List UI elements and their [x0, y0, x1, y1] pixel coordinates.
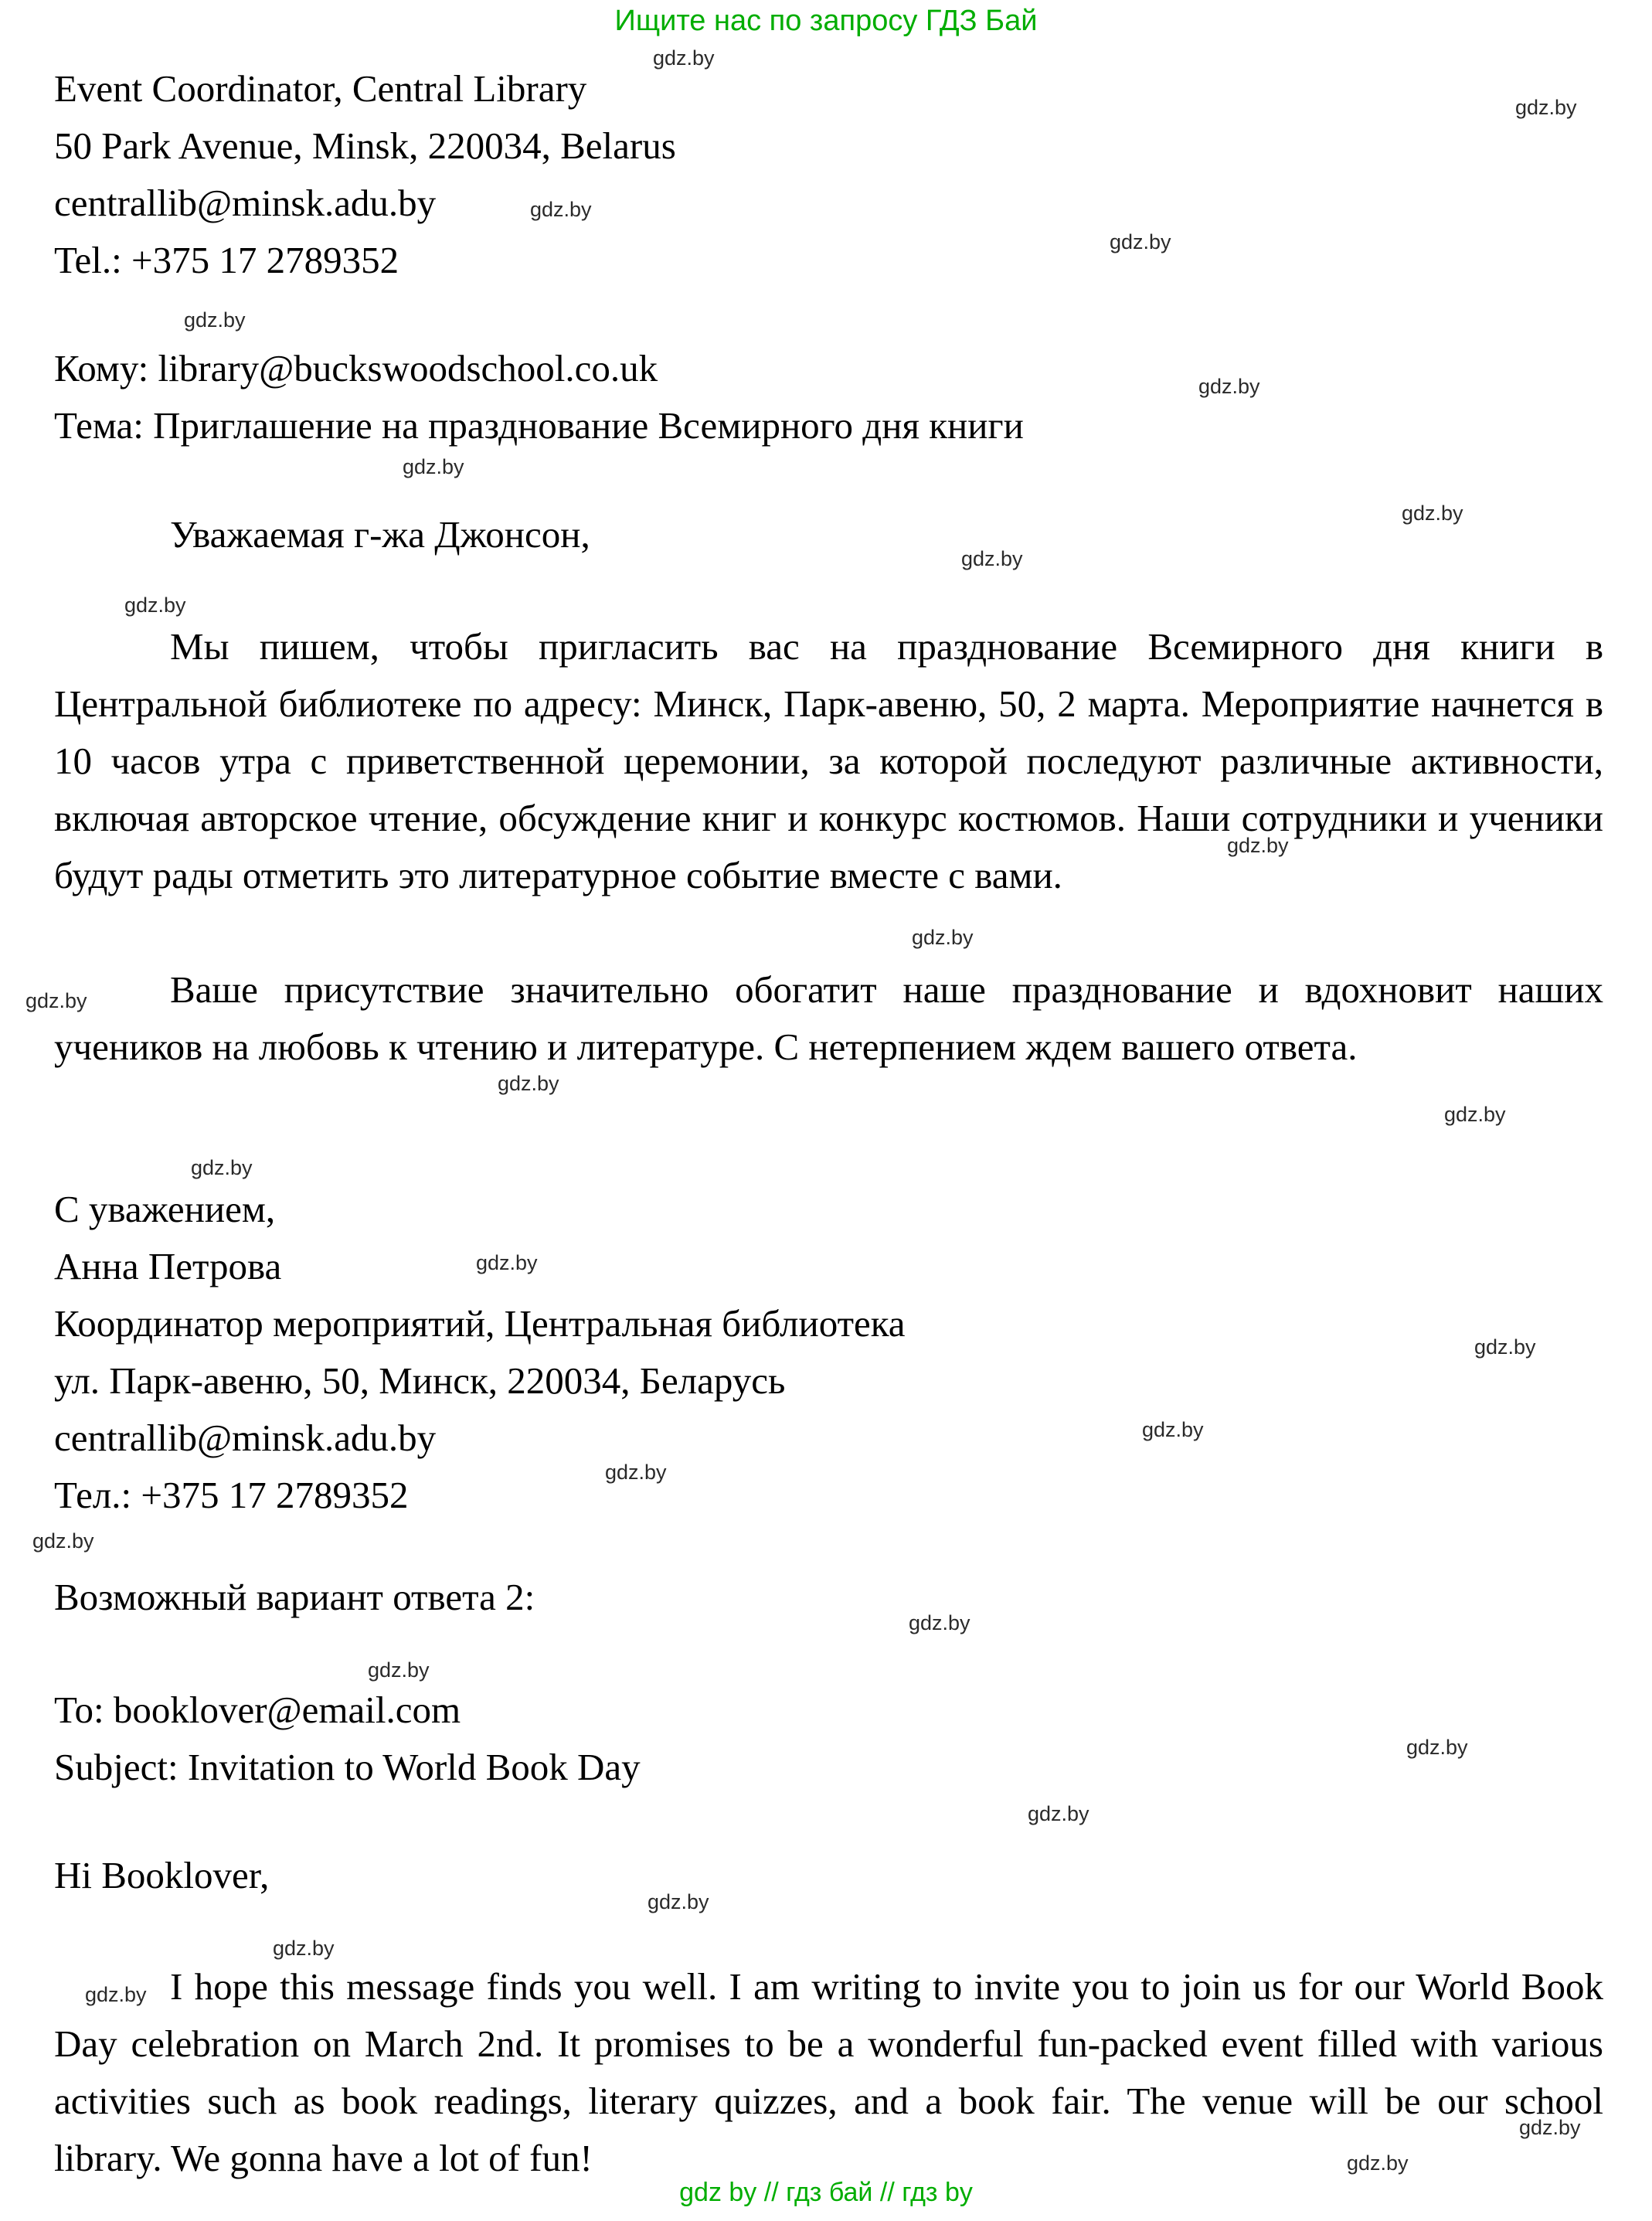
sender-line-role: Event Coordinator, Central Library	[54, 67, 587, 110]
variant2-paragraph-1: I hope this message finds you well. I am writing to invite you to join us for our World Book Day celebration on March 2nd. It promises to be a wonderful fun-packed event filled with various activities such as book readings, literary quizzes, and a book fair. The venue will be our school library. We gonna have a lot of fun!	[54, 1965, 1603, 2179]
gdz-watermark: gdz.by	[909, 1611, 970, 1634]
gdz-watermark: gdz.by	[498, 1072, 559, 1095]
signature-closing: С уважением,	[54, 1188, 276, 1230]
gdz-watermark: gdz.by	[605, 1461, 667, 1484]
top-banner: Ищите нас по запросу ГДЗ Бай	[614, 5, 1038, 37]
gdz-watermark: gdz.by	[1515, 96, 1577, 119]
signature-block	[54, 1181, 1603, 1524]
sender-line-address: 50 Park Avenue, Minsk, 220034, Belarus	[54, 124, 676, 167]
gdz-watermark: gdz.by	[648, 1890, 709, 1913]
sender-block	[54, 60, 1603, 289]
gdz-watermark: gdz.by	[912, 926, 974, 949]
variant2-header-block	[54, 1682, 1603, 1796]
gdz-watermark: gdz.by	[1028, 1802, 1089, 1825]
signature-name: Анна Петрова	[54, 1245, 282, 1287]
subject-line: Тема: Приглашение на празднование Всемирного дня книги	[54, 404, 1024, 447]
gdz-watermark: gdz.by	[184, 308, 246, 332]
sender-line-email: centrallib@minsk.adu.by	[54, 182, 437, 224]
signature-phone: Тел.: +375 17 2789352	[54, 1474, 409, 1516]
gdz-watermark: gdz.by	[530, 198, 592, 221]
gdz-watermark: gdz.by	[961, 547, 1023, 570]
to-line: Кому: library@buckswoodschool.co.uk	[54, 347, 658, 389]
gdz-watermark: gdz.by	[32, 1529, 94, 1553]
gdz-watermark: gdz.by	[1198, 375, 1260, 398]
salutation: Уважаемая г-жа Джонсон,	[170, 513, 590, 556]
gdz-watermark: gdz.by	[368, 1658, 430, 1682]
variant2-heading-block	[54, 1569, 1603, 1626]
gdz-watermark: gdz.by	[1444, 1103, 1506, 1126]
gdz-watermark: gdz.by	[1227, 834, 1289, 857]
variant2-heading: Возможный вариант ответа 2:	[54, 1576, 535, 1618]
gdz-watermark: gdz.by	[1519, 2116, 1581, 2139]
gdz-watermark: gdz.by	[25, 989, 87, 1012]
gdz-watermark: gdz.by	[1347, 2151, 1409, 2175]
variant2-salutation: Hi Booklover,	[54, 1854, 270, 1896]
gdz-watermark: gdz.by	[191, 1156, 253, 1179]
gdz-watermark: gdz.by	[653, 46, 715, 70]
sender-line-phone: Tel.: +375 17 2789352	[54, 239, 399, 281]
header-block	[54, 340, 1603, 454]
gdz-watermark: gdz.by	[273, 1937, 335, 1960]
variant2-to-line: To: booklover@email.com	[54, 1689, 461, 1731]
variant2-salutation-block	[54, 1847, 1603, 1904]
signature-address: ул. Парк-авеню, 50, Минск, 220034, Беларусь	[54, 1359, 786, 1402]
gdz-watermark: gdz.by	[403, 455, 464, 478]
gdz-watermark: gdz.by	[124, 594, 186, 617]
bottom-banner: gdz by // гдз бай // гдз by	[679, 2178, 973, 2207]
gdz-watermark: gdz.by	[1110, 230, 1171, 253]
gdz-watermark: gdz.by	[1406, 1736, 1468, 1759]
letter1-paragraph-2: Ваше присутствие значительно обогатит наше празднование и вдохновит наших учеников на любовь к чтению и литературе. С нетерпением ждем вашего ответа.	[54, 968, 1603, 1068]
gdz-watermark: gdz.by	[85, 1983, 147, 2006]
signature-role: Координатор мероприятий, Центральная библиотека	[54, 1302, 906, 1345]
variant2-subject-line: Subject: Invitation to World Book Day	[54, 1746, 641, 1788]
gdz-watermark: gdz.by	[476, 1251, 538, 1274]
gdz-watermark: gdz.by	[1142, 1418, 1204, 1441]
gdz-watermark: gdz.by	[1402, 502, 1463, 525]
salutation-block	[54, 506, 1652, 563]
signature-email: centrallib@minsk.adu.by	[54, 1417, 437, 1459]
gdz-watermark: gdz.by	[1474, 1335, 1536, 1359]
letter1-paragraph-1: Мы пишем, чтобы пригласить вас на празднование Всемирного дня книги в Центральной библиотеке по адресу: Минск, Парк-авеню, 50, 2 марта. Мероприятие начнется в 10 часов утра с приветственной церемонии, за которой последуют различные активности, включая авторское чтение, обсуждение книг и конкурс костюмов. Наши сотрудники и ученики будут рады отметить это литературное событие вместе с вами.	[54, 625, 1603, 896]
